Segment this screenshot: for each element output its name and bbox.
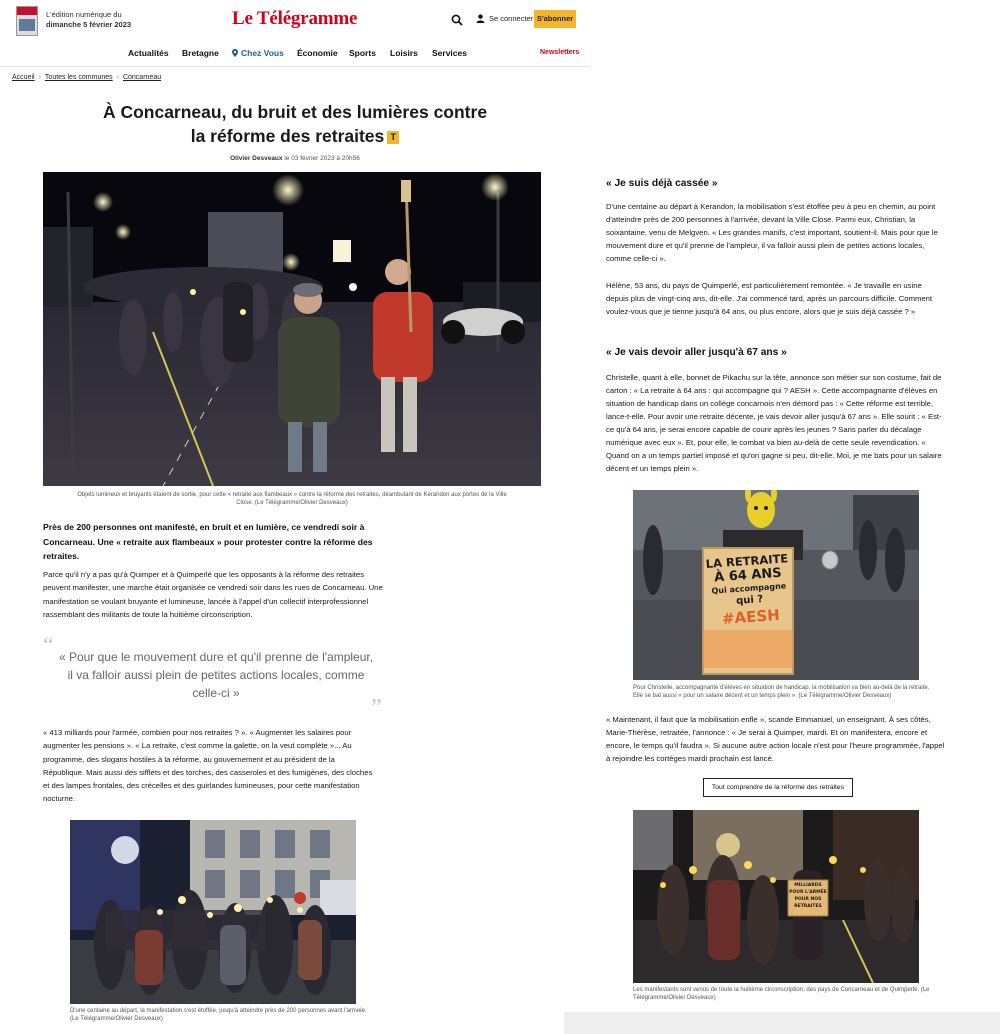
edition-date: dimanche 5 février 2023 xyxy=(46,20,132,29)
sign-line-3: Qui accompagne xyxy=(711,581,787,596)
caption-4-line-1: Les manifestants sont venus de toute la huitième circonscription, des pays de Concarneau et de Quimperlé. (Le xyxy=(633,987,930,993)
breadcrumb-home[interactable]: Accueil xyxy=(12,74,35,81)
caption-3-line-1: Pour Christelle, accompagnante d'élèves en situation de handicap, la mobilisation va bien au-delà de la retraite. xyxy=(633,685,930,691)
chevron-right-icon: › xyxy=(116,74,119,81)
nav-item-bretagne[interactable]: Bretagne xyxy=(182,48,219,58)
torchlight-march-image xyxy=(633,810,919,983)
chevron-right-icon: › xyxy=(38,74,41,81)
site-logo[interactable]: Le Télégramme xyxy=(232,8,358,29)
digital-edition-thumbnail[interactable] xyxy=(16,6,38,36)
subscriber-badge: T xyxy=(387,131,399,144)
article-title xyxy=(40,100,550,148)
open-quote-icon: “ xyxy=(43,633,54,659)
user-icon xyxy=(476,14,485,23)
pull-quote xyxy=(43,633,386,721)
sign2-line-2: POUR L'ARMÉE xyxy=(789,890,827,895)
article-paragraph-4: Hélène, 53 ans, du pays de Quimperlé, est particulièrement remontée. « Je travaille en usine depuis plus de vingt-cinq ans, dit-elle. J'ai commencé tard, après un parcours difficile. Comment voulez-vous que je tienne jusqu'à 64 ans, ou plus encore, alors que je suis déjà cassée ? » xyxy=(606,281,933,316)
caption-3-line-2: Elle se bat aussi « pour un salaire décent et un temps plein ». (Le Télégramme/Olivier Desveaux) xyxy=(633,693,892,699)
digital-edition-link[interactable] xyxy=(46,10,131,30)
sign-line-1: LA RETRAITE xyxy=(705,551,789,571)
subheading-1: « Je suis déjà cassée » xyxy=(606,178,718,189)
article-lead: Près de 200 personnes ont manifesté, en bruit et en lumière, ce vendredi soir à Concarneau. Une « retraite aux flambeaux » pour protester contre la réforme des retraites. xyxy=(43,522,373,561)
right-column xyxy=(564,0,1000,1034)
breadcrumb xyxy=(12,74,161,81)
title-line-2: la réforme des retraites xyxy=(190,126,385,146)
caption-1-line-2: Close. (Le Télégramme/Olivier Desveaux) xyxy=(236,500,348,506)
pull-quote-text: « Pour que le mouvement dure et qu'il prenne de l'ampleur, il va falloir aussi plein de petites actions locales, comme celle-ci » xyxy=(58,650,374,700)
sign2-text xyxy=(789,882,827,910)
nav-item-newsletters[interactable]: Newsletters xyxy=(540,49,580,56)
article-paragraph-6: « Maintenant, il faut que la mobilisation enfle », scande Emmanuel, un enseignant. À ses côtés, Marie-Thérèse, retraitée, l'annonce : « Je serai à Quimper, mardi. Et on manifestera, encore et encore, le temps qu'il faudra ». Si aucune autre action locale n'est pour l'heure programmée, l'appel à rejoindre les cortèges mardi prochain est lancé. xyxy=(606,715,945,763)
nav-item-actualites[interactable]: Actualités xyxy=(128,48,169,58)
login-label: Se connecter xyxy=(489,14,534,23)
nav-item-loisirs[interactable]: Loisirs xyxy=(390,48,418,58)
crowd-street-image xyxy=(70,820,356,1004)
page-bottom-strip xyxy=(564,1012,1000,1034)
article-paragraph-1: Parce qu'il n'y a pas qu'à Quimper et à Quimperlé que les opposants à la réforme des retraites peuvent manifester, une marche était organisée ce vendredi soir dans les rues de Concarneau. Une manifestation se voulant bruyante et lumineuse, lancée à l'appel d'un collectif interprofessionnel rassemblant des militants de toute la huitième circonscription. xyxy=(43,570,383,619)
photo-caption-3 xyxy=(633,684,963,700)
photo-caption-4 xyxy=(633,986,933,1002)
caption-1-line-1: Objets lumineux et bruyants étaient de sortie, pour cette « retraite aux flambeaux » contre la réforme des retraites, déambulant de Kerandon aux portes de la Ville xyxy=(77,492,507,498)
sign2-line-4: RETRAITES xyxy=(794,904,822,909)
main-nav xyxy=(0,44,590,64)
sign2-line-1: MILLIARDS xyxy=(794,883,822,888)
nav-divider xyxy=(0,66,590,67)
breadcrumb-concarneau[interactable]: Concarneau xyxy=(122,74,162,81)
reform-explainer-button[interactable]: Tout comprendre de la réforme des retraites xyxy=(703,778,853,797)
breadcrumb-communes[interactable]: Toutes les communes xyxy=(44,74,113,81)
nav-item-chez-vous-label: Chez Vous xyxy=(241,48,284,58)
location-pin-icon xyxy=(232,49,238,57)
sign-line-2: À 64 ANS xyxy=(713,565,783,586)
photo-caption-1 xyxy=(43,491,541,507)
author-name[interactable]: Olivier Desveaux xyxy=(230,155,283,162)
subscribe-button[interactable]: S'abonner xyxy=(534,10,576,28)
title-line-1: À Concarneau, du bruit et des lumières contre xyxy=(102,102,488,122)
article-paragraph-2: « 413 milliards pour l'armée, combien pour nos retraites ? ». « Augmenter les salaires pour augmenter les pensions ». « La retraite, c'est comme la galette, on la veut complète »... Au programme, des slogans hostiles à la réforme, au gouvernement et au président de la République. Mais aussi des sifflets et des torches, des casseroles et des fumigènes, des cloches et des lampes frontales, des crécelles et des guirlandes lumineuses, pour cette manifestation nocturne. xyxy=(43,728,373,804)
caption-2-line-1: D'une centaine au départ, la manifestation s'est étoffée, jusqu'à atteindre près de 200 personnes avant l'arrivée. xyxy=(70,1008,367,1014)
christelle-photo xyxy=(633,490,919,680)
search-icon[interactable] xyxy=(451,14,463,26)
caption-4-line-2: Télégramme/Olivier Desveaux) xyxy=(633,995,716,1001)
marchers-photo xyxy=(633,810,919,983)
close-quote-icon: ” xyxy=(371,695,382,721)
edition-line-1: L'édition numérique du xyxy=(46,10,122,19)
crowd-photo xyxy=(70,820,356,1004)
article-paragraph-3: D'une centaine au départ à Kerandon, la mobilisation s'est étoffée peu à peu en chemin, au point d'atteindre près de 200 personnes à l'arrivée, devant la Ville Close. Parmi eux, Christian, la soixantaine, venu de Melgven. « Les grandes manifs, c'est important, soutient-il. Mais pour que le mouvement dure et qu'il prenne de l'ampleur, il va falloir aussi plein de petites actions locales, comme celle-ci ». xyxy=(606,202,938,263)
byline xyxy=(0,155,590,162)
publish-date: le 03 février 2023 à 20h56 xyxy=(284,155,360,162)
nav-item-sports[interactable]: Sports xyxy=(349,48,376,58)
main-photo xyxy=(43,172,541,486)
photo-caption-2 xyxy=(70,1007,370,1023)
top-bar xyxy=(0,0,590,40)
sign-text xyxy=(705,551,794,630)
sign-line-4: qui ? xyxy=(735,594,764,607)
nav-item-services[interactable]: Services xyxy=(432,48,467,58)
sign2-line-3: POUR NOS xyxy=(794,897,822,902)
subheading-2: « Je vais devoir aller jusqu'à 67 ans » xyxy=(606,347,787,358)
nav-item-economie[interactable]: Économie xyxy=(297,48,338,58)
night-march-image xyxy=(43,172,541,486)
caption-2-line-2: (Le Télégramme/Olivier Desveaux) xyxy=(70,1016,163,1022)
article-paragraph-5: Christelle, quant à elle, bonnet de Pikachu sur la tête, annonce son métier sur son costume, fait de carton : « La retraite à 64 ans : qui accompagne qui ? AESH ». Cette accompagnante d'élèves en situation de handicap dans un collège concarnois n'en démord pas : « Cette réforme est terrible, lance-t-elle. Pour avoir une retraite décente, je vais devoir aller jusqu'à 67 ans ». Elle sourit : « Est-ce qu'à 64 ans, je serai encore capable de courir après les jeunes ? Sans parler du décalage numérique avec eux ». Et, pour elle, le combat va bien au-delà de cette seule revendication. « Quand on a un temps partiel imposé et qu'on gagne si peu, dit-elle. Moi, je me bats pour un salaire décent et un temps plein ». xyxy=(606,373,942,473)
sign-line-5: #AESH xyxy=(721,605,781,628)
login-link[interactable] xyxy=(476,14,533,23)
nav-item-chez-vous[interactable] xyxy=(232,48,284,58)
